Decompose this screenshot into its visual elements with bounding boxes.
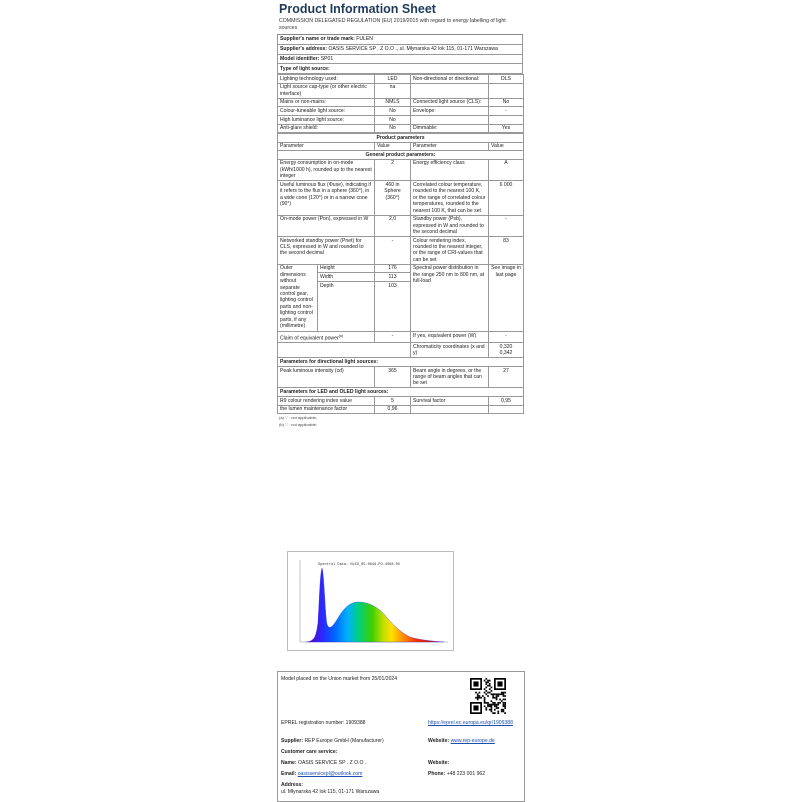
care-email-label: Email:	[281, 771, 297, 777]
spectrum-legend: Spectral Data: NLED_05-0649-PO-4S68.05	[318, 563, 400, 567]
chromaticity-value: 0,320 0,342	[489, 343, 524, 358]
type-value-2: Yes	[489, 124, 524, 133]
spectrum-graph	[288, 552, 453, 650]
general-parameters-header: General product parameters:	[278, 151, 524, 160]
regulation-subtitle: COMMISSION DELEGATED REGULATION (EU) 2019/2015 with regard to energy labelling of light sources	[277, 17, 523, 35]
peak-intensity-value: 365	[375, 366, 411, 387]
type-value-2	[489, 115, 524, 124]
type-value: NMLS	[375, 98, 411, 107]
general-param-label-2: Energy efficiency class	[411, 159, 489, 180]
registration-section	[277, 671, 525, 802]
spectrum-image	[287, 551, 454, 651]
led-param-value-2	[489, 405, 524, 414]
supplier-name-value: FULEN	[356, 36, 373, 43]
model-identifier-value: SP01	[320, 55, 334, 62]
supplier-name-label: Supplier's name or trade mark:	[280, 36, 355, 43]
care-name-row	[281, 760, 366, 766]
type-section-header: Type of light source:	[277, 64, 523, 74]
general-param-label: Useful luminous flux (Φuse), indicating if it refers to the flux in a sphere (360°), in a wide cone (120°) or in a narrow cone (90°)	[278, 181, 375, 215]
type-label-2: Envelope:	[411, 107, 489, 116]
type-label-2	[411, 115, 489, 124]
eprel-link[interactable]: https://eprel.ec.europa.eu/qr/1909388	[428, 720, 513, 726]
type-label-2: Non-directional or directional:	[411, 75, 489, 84]
care-name-label: Name:	[281, 760, 297, 766]
product-information-sheet	[277, 0, 523, 800]
type-value: na	[375, 83, 411, 98]
beam-angle-label: Beam angle in degrees, or the range of beam angles that can be set	[411, 366, 489, 387]
claim-equivalent-value: -	[375, 332, 411, 343]
type-label: Colour-tuneable light source:	[278, 107, 375, 116]
type-label-2	[411, 83, 489, 98]
general-param-label: On-mode power (Pon), expressed in W	[278, 215, 375, 236]
footnote-b: (b) '-' : not applicable;	[279, 422, 317, 428]
type-label: Light source cap-type (or other electric interface)	[278, 83, 375, 98]
dim-width-value: 113	[375, 273, 411, 282]
website-link[interactable]: www.rep-europe.de	[450, 738, 495, 744]
general-param-label-2: Standby power (Psb), expressed in W and rounded to the second decimal	[411, 215, 489, 236]
care-website-label: Website:	[428, 760, 450, 766]
type-row	[278, 83, 524, 98]
led-row	[278, 405, 524, 414]
type-label: Anti-glare shield:	[278, 124, 375, 133]
general-param-label: Networked standby power (Pnet) for CLS, expressed in W and rounded to the second decimal	[278, 236, 375, 264]
supplier-name-row	[277, 35, 523, 45]
placed-on-market: Model placed on the Union market from 25/01/2024	[281, 676, 398, 682]
general-param-value-2: 83	[489, 236, 524, 264]
supplier-value: REP Europe GmbH (Manufacturer)	[304, 738, 384, 744]
dim-depth-value: 103	[375, 281, 411, 331]
dim-height-label: Height	[318, 264, 375, 273]
general-row	[278, 236, 524, 264]
param-header-4: Value	[489, 142, 524, 151]
led-param-value: 5	[375, 396, 411, 405]
led-param-label: the lumen maintenance factor	[278, 405, 375, 414]
care-phone-value: +48 223 001 962	[446, 771, 486, 777]
led-param-value-2: 0,95	[489, 396, 524, 405]
led-row	[278, 396, 524, 405]
supplier-label: Supplier:	[281, 738, 304, 744]
qr-code-icon[interactable]	[470, 678, 506, 714]
supplier-address-label: Supplier's address:	[280, 45, 328, 52]
dimensions-label: Outer dimensions without separate control gear, lighting control parts and non-lighting control parts, if any (millimetre)	[278, 264, 318, 331]
general-row	[278, 215, 524, 236]
model-identifier-row	[277, 55, 523, 65]
general-param-value: 2,0	[375, 215, 411, 236]
supplier-address-value: OASIS SERVICE SP . Z O.O ., ul. Młynarska 42 lok 115, 01-171 Warszawa	[328, 45, 498, 52]
type-row	[278, 115, 524, 124]
type-value-2: DLS	[489, 75, 524, 84]
type-row	[278, 98, 524, 107]
care-email-row	[281, 771, 362, 777]
eprel-row	[281, 720, 366, 726]
footnote-a: (a) '-' : not applicable;	[279, 415, 317, 421]
general-param-value: 460 in Sphere (360°)	[375, 181, 411, 215]
type-label: Mains or non-mains:	[278, 98, 375, 107]
spectrum-tick: .	[302, 579, 303, 583]
eprel-value: 1909388	[345, 720, 366, 726]
claim-equivalent-label: Claim of equivalent power$^{(a)}$	[278, 332, 375, 343]
type-row	[278, 107, 524, 116]
type-value-2	[489, 83, 524, 98]
led-param-label-2: Survival factor	[411, 396, 489, 405]
param-header-1: Parameter	[278, 142, 375, 151]
type-label-2: Connected light source (CLS):	[411, 98, 489, 107]
care-name-value: OASIS SERVICE SP . Z O.O .	[298, 760, 367, 766]
type-row	[278, 75, 524, 84]
type-value-2: No	[489, 98, 524, 107]
led-param-value: 0,96	[375, 405, 411, 414]
general-param-value: -	[375, 236, 411, 264]
supplier-row	[281, 738, 384, 744]
chromaticity-label: Chromaticity coordinates (x and y)	[411, 343, 489, 358]
general-param-label: Energy consumption in on-mode (kWh/1000 h), rounded up to the nearest integer	[278, 159, 375, 180]
care-phone-label: Phone:	[428, 771, 446, 777]
led-param-label-2	[411, 405, 489, 414]
beam-angle-value: 27	[489, 366, 524, 387]
type-label-2: Dimmable:	[411, 124, 489, 133]
type-value-2: -	[489, 107, 524, 116]
care-address-value: ul. Młynarska 42 lok 115, 01-171 Warszawa	[281, 789, 380, 795]
dim-depth-label: Depth	[318, 281, 375, 331]
led-header: Parameters for LED and OLED light sources:	[278, 388, 524, 397]
param-header-2: Value	[375, 142, 411, 151]
type-label: High luminance light source:	[278, 115, 375, 124]
type-row	[278, 124, 524, 133]
type-value: No	[375, 107, 411, 116]
equivalent-power-value: -	[489, 332, 524, 343]
product-parameters-table	[277, 133, 524, 414]
general-param-label-2: Correlated colour temperature, rounded to the nearest 100 K, or the range of correlated colour temperatures, rounded to the nearest 100 K, that can be set	[411, 181, 489, 215]
general-row	[278, 159, 524, 180]
product-parameters-header: Product parameters	[278, 134, 524, 143]
dim-height-value: 176	[375, 264, 411, 273]
spectrum-curve	[306, 568, 444, 642]
param-header-3: Parameter	[411, 142, 489, 151]
customer-care-label: Customer care service:	[281, 749, 338, 755]
page-title: Product Information Sheet	[279, 2, 436, 16]
type-value: No	[375, 124, 411, 133]
dim-width-label: Width	[318, 273, 375, 282]
spectral-distribution-label: Spectral power distribution in the range 250 nm to 800 nm, at full-load	[411, 264, 489, 331]
peak-intensity-label: Peak luminous intensity (cd)	[278, 366, 375, 387]
type-table	[277, 74, 524, 133]
general-param-value-2: 6 000	[489, 181, 524, 215]
eprel-label: EPREL registration number:	[281, 720, 345, 726]
care-phone-row	[428, 771, 485, 777]
led-param-label: R9 colour rendering index value	[278, 396, 375, 405]
supplier-address-row	[277, 45, 523, 55]
general-param-label-2: Colour rendering index, rounded to the nearest integer, or the range of CRI-values that can be set	[411, 236, 489, 264]
general-row	[278, 181, 524, 215]
general-param-value: 2	[375, 159, 411, 180]
care-address-label: Address:	[281, 782, 304, 788]
type-value: No	[375, 115, 411, 124]
website-row	[428, 738, 495, 744]
type-value: LED	[375, 75, 411, 84]
equivalent-power-label: If yes, equivalent power (W)	[411, 332, 489, 343]
website-label: Website:	[428, 738, 450, 744]
general-param-value-2: -	[489, 215, 524, 236]
care-email-link[interactable]: oasisservicepl@outlook.com	[297, 771, 363, 777]
spectral-distribution-value: See image in last page	[489, 264, 524, 331]
model-identifier-label: Model identifier:	[280, 55, 320, 62]
general-param-value-2: A	[489, 159, 524, 180]
directional-header: Parameters for directional light sources:	[278, 358, 524, 367]
type-label: Lighting technology used:	[278, 75, 375, 84]
